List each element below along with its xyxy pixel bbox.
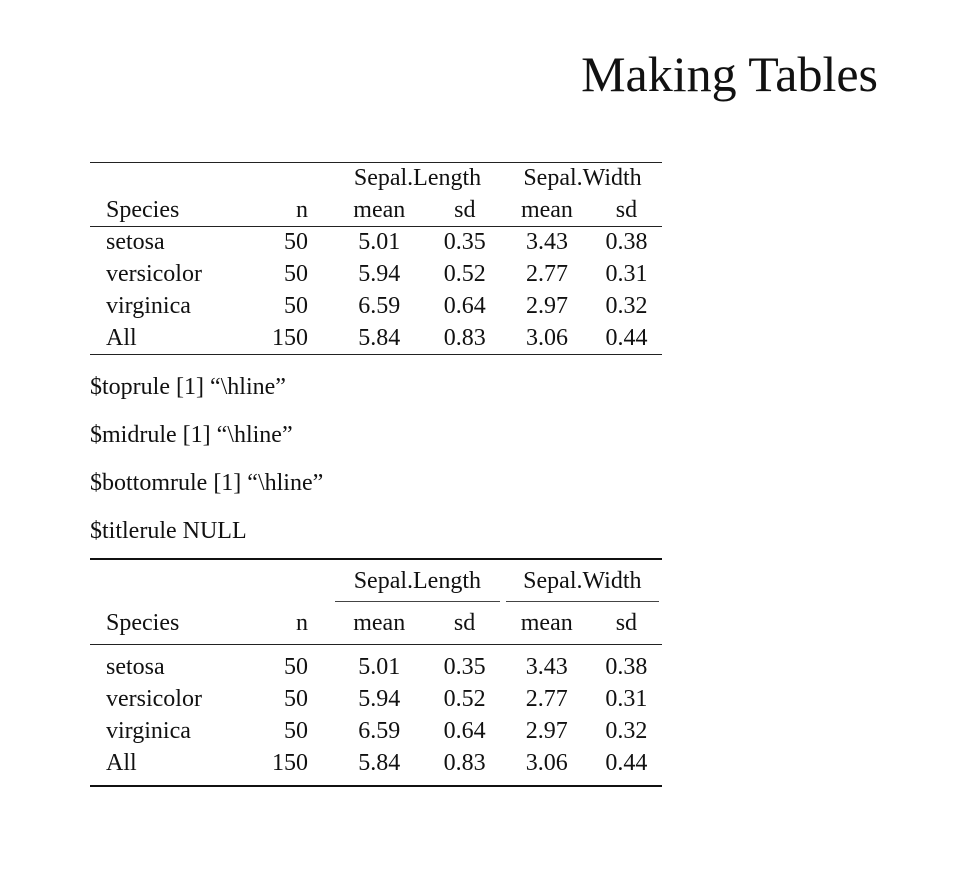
column-header: sd — [591, 602, 662, 645]
table-row — [90, 323, 662, 355]
table-row — [90, 715, 662, 747]
table-cell: 50 — [284, 293, 308, 319]
group-header: Sepal.Length — [335, 568, 500, 602]
table-cell: 50 — [284, 261, 308, 287]
column-header: sd — [591, 195, 662, 227]
table-cell: 0.44 — [591, 323, 662, 355]
table-cell: 0.52 — [443, 261, 486, 287]
table-cell: 50 — [284, 717, 308, 744]
table-cell: 6.59 — [358, 293, 401, 319]
table-cell: 5.01 — [358, 229, 401, 256]
table-cell: versicolor — [106, 261, 202, 287]
table-cell: 2.97 — [525, 293, 568, 319]
table-cell: 0.83 — [427, 323, 503, 355]
table-cell: 5.84 — [332, 323, 427, 355]
table-cell: 5.84 — [332, 747, 426, 786]
table-cell: setosa — [106, 653, 165, 680]
table-cell: 6.59 — [358, 717, 401, 744]
column-header: mean — [503, 195, 591, 227]
rule-line: $toprule [1] “\hline” — [90, 374, 286, 400]
table-cell: versicolor — [106, 685, 202, 712]
table-cell: virginica — [106, 717, 191, 744]
table-cell: 3.06 — [503, 747, 591, 786]
summary-table-booktabs — [90, 558, 662, 787]
table-cell: 0.35 — [443, 229, 486, 256]
table-cell: 2.77 — [525, 685, 568, 712]
rule-line: $titlerule NULL — [90, 518, 247, 544]
column-header: mean — [503, 602, 591, 645]
column-header-row — [90, 602, 662, 645]
table-cell: All — [90, 323, 248, 355]
table-cell: 0.83 — [426, 747, 502, 786]
table-cell: 0.35 — [443, 653, 486, 680]
table-cell: 0.64 — [443, 293, 486, 319]
column-header: Species — [90, 602, 248, 645]
table-cell: 5.94 — [358, 261, 401, 287]
table-cell: 5.94 — [358, 685, 401, 712]
column-header: n — [248, 195, 332, 227]
table-cell: 0.38 — [605, 229, 648, 256]
column-header: Species — [90, 195, 248, 227]
table-row — [90, 259, 662, 291]
column-header: mean — [332, 602, 426, 645]
table-cell: 5.01 — [358, 653, 401, 680]
rule-line: $bottomrule [1] “\hline” — [90, 470, 324, 496]
table-cell: 150 — [248, 747, 332, 786]
rule-line: $midrule [1] “\hline” — [90, 422, 293, 448]
table-cell: All — [90, 747, 248, 786]
page-title: Making Tables — [581, 46, 878, 102]
table-cell: 3.43 — [525, 229, 568, 256]
table-cell: 2.97 — [525, 717, 568, 744]
table-row — [90, 291, 662, 323]
summary-table-plain — [90, 162, 662, 355]
column-header: n — [248, 602, 332, 645]
group-header-row — [90, 163, 662, 195]
table-cell: 0.38 — [605, 653, 648, 680]
table-cell: 2.77 — [525, 261, 568, 287]
group-header: Sepal.Length — [332, 163, 503, 195]
table-cell: 0.64 — [443, 717, 486, 744]
table-cell: 150 — [248, 323, 332, 355]
table-cell: 0.31 — [605, 261, 648, 287]
table-cell: 0.32 — [605, 717, 648, 744]
table-cell: virginica — [106, 293, 191, 319]
table-cell: 0.31 — [605, 685, 648, 712]
table-cell: 0.44 — [591, 747, 662, 786]
table-row — [90, 645, 662, 684]
table-cell: 50 — [284, 229, 308, 256]
group-header: Sepal.Width — [503, 163, 662, 195]
table-cell: setosa — [106, 229, 165, 256]
group-header-row — [90, 559, 662, 602]
group-header: Sepal.Width — [506, 568, 659, 602]
table-row — [90, 683, 662, 715]
rule-settings-output — [90, 372, 323, 564]
column-header-row — [90, 195, 662, 227]
column-header: mean — [332, 195, 427, 227]
column-header: sd — [426, 602, 502, 645]
table-cell: 0.32 — [605, 293, 648, 319]
table-row — [90, 747, 662, 786]
table-cell: 0.52 — [443, 685, 486, 712]
table-cell: 3.43 — [525, 653, 568, 680]
table-row — [90, 227, 662, 259]
table-cell: 50 — [284, 685, 308, 712]
column-header: sd — [427, 195, 503, 227]
table-cell: 3.06 — [503, 323, 591, 355]
table-cell: 50 — [284, 653, 308, 680]
